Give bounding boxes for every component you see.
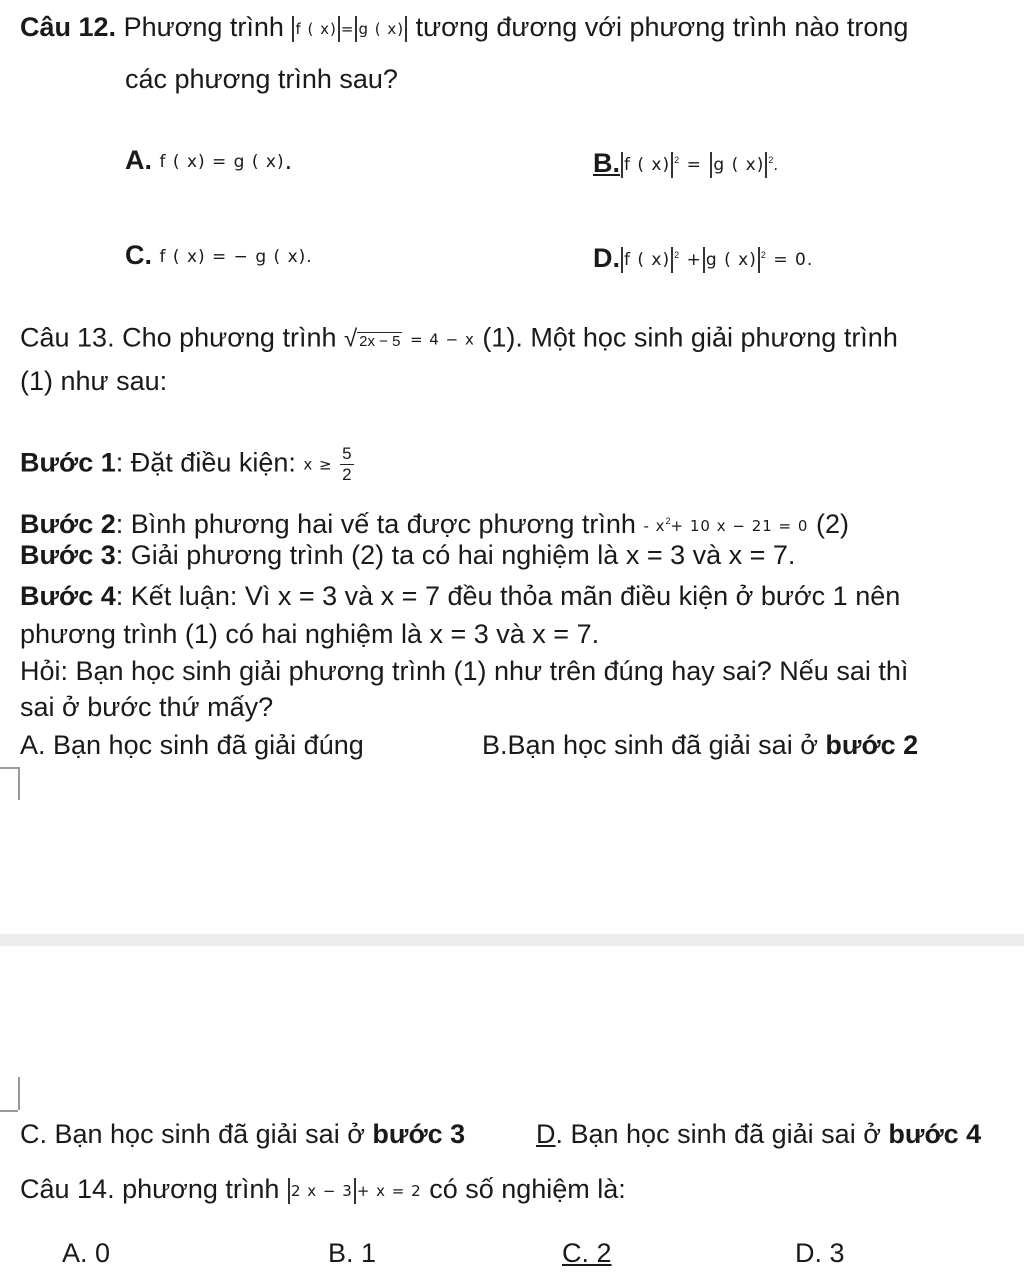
option-bold: bước 2: [825, 730, 919, 760]
step-label: Bước 1: [20, 447, 116, 478]
abs-bar-icon: [703, 247, 705, 273]
q12-option-b: [593, 143, 779, 182]
page-divider: [0, 934, 1024, 946]
q14-line1: [20, 1172, 626, 1208]
option-math: +: [686, 249, 702, 270]
option-letter: D: [536, 1119, 556, 1149]
option-math: f ( x) = g ( x): [159, 151, 285, 172]
option-math: g ( x): [713, 154, 765, 175]
q13-option-d: [536, 1117, 981, 1151]
q14-option-c: C. 2: [562, 1238, 612, 1268]
q13-line1: [20, 320, 898, 359]
q12-label: Câu 12.: [20, 12, 117, 42]
fraction: [340, 444, 353, 485]
option-text: . Bạn học sinh đã giải sai ở: [555, 1119, 889, 1149]
q13-eq-rest: = 4 − x: [409, 330, 475, 349]
abs-bar-icon: [354, 1178, 356, 1204]
option-label: C.: [125, 240, 152, 270]
fraction-den: 2: [342, 465, 352, 484]
page-corner-mark: [18, 767, 20, 800]
step-exp: 2: [665, 516, 671, 526]
option-exp: 2: [768, 155, 774, 165]
step-label: Bước 4: [20, 581, 116, 611]
abs-bar-icon: [288, 1178, 290, 1204]
abs-bar-icon: [671, 247, 673, 273]
abs-bar-icon: [621, 247, 623, 273]
option-tail: = 0.: [773, 249, 814, 270]
abs-bar-icon: [405, 16, 407, 42]
option-label: B.: [593, 148, 620, 178]
q13-question: Hỏi: Bạn học sinh giải phương trình (1) như trên đúng hay sai? Nếu sai thì: [20, 656, 909, 686]
q14-text: Câu 14. phương trình: [20, 1174, 280, 1204]
q13-option-b: [482, 728, 918, 762]
q13-question-cont: sai ở bước thứ mấy?: [20, 692, 274, 722]
option-label: D.: [593, 243, 620, 273]
q13-sqrt: [357, 320, 402, 359]
abs-bar-icon: [758, 247, 760, 273]
q13-step4-cont: phương trình (1) có hai nghiệm là x = 3 và x = 7.: [20, 619, 600, 649]
q13-step1: [20, 444, 354, 485]
q14-eq-rest: + x = 2: [356, 1181, 422, 1200]
step-text: : Kết luận: Vì x = 3 và x = 7 đều thỏa mãn điều kiện ở bước 1 nên: [115, 581, 901, 611]
option-text: B.Bạn học sinh đã giải sai ở: [482, 730, 826, 760]
step-tail: (2): [815, 509, 849, 539]
abs-bar-icon: [671, 152, 673, 178]
option-math: f ( x) = − g ( x).: [159, 246, 313, 267]
step-text: : Đặt điều kiện:: [115, 447, 296, 478]
q14-option-d: D. 3: [795, 1238, 845, 1268]
q13-intro: Câu 13. Cho phương trình: [20, 322, 337, 353]
option-tail: .: [284, 145, 293, 175]
q12-eq-left: f ( x): [295, 19, 337, 38]
step-math: x ≥: [303, 455, 333, 474]
q13-option-a: A. Bạn học sinh đã giải đúng: [20, 730, 364, 760]
option-exp: 2: [760, 250, 766, 260]
step-label: Bước 2: [20, 509, 116, 539]
page-corner-mark: [0, 767, 18, 769]
q13-line2: (1) như sau:: [20, 366, 168, 396]
option-bold: bước 3: [372, 1119, 466, 1149]
q14-text-b: có số nghiệm là:: [429, 1174, 626, 1204]
q14-option-a: A. 0: [62, 1238, 111, 1268]
option-bold: bước 4: [888, 1119, 982, 1149]
option-text: C. Bạn học sinh đã giải sai ở: [20, 1119, 373, 1149]
option-math: =: [686, 154, 702, 175]
option-math: f ( x): [624, 154, 671, 175]
q13-sqrt-arg: 2x − 5: [359, 333, 401, 350]
q12-option-a: [125, 143, 292, 179]
q14-option-b: B. 1: [328, 1238, 377, 1268]
option-math: g ( x): [705, 249, 757, 270]
q12-text-a: Phương trình: [123, 12, 284, 42]
step-label: Bước 3: [20, 540, 116, 570]
page-corner-mark: [18, 1077, 20, 1110]
option-exp: 2: [674, 250, 680, 260]
q12-option-d: [593, 238, 813, 277]
q12-line2: các phương trình sau?: [125, 64, 398, 94]
fraction-num: 5: [342, 444, 352, 463]
q12-line1: [20, 10, 908, 46]
q12-option-c: [125, 238, 313, 274]
abs-bar-icon: [338, 16, 340, 42]
q12-eq-eq: =: [340, 19, 355, 38]
option-label: A.: [125, 145, 152, 175]
step-math: - x: [643, 516, 666, 535]
step-math: + 10 x − 21 = 0: [670, 516, 809, 535]
option-math: f ( x): [624, 249, 671, 270]
option-exp: 2: [674, 155, 680, 165]
step-text: : Giải phương trình (2) ta có hai nghiệm là x = 3 và x = 7.: [115, 540, 796, 570]
sqrt-icon: √: [344, 325, 358, 353]
q12-text-b: tương đương với phương trình nào trong: [415, 12, 909, 42]
abs-bar-icon: [621, 152, 623, 178]
option-tail: .: [773, 155, 780, 174]
q12-eq-right: g ( x): [358, 19, 405, 38]
q13-intro-b: (1). Một học sinh giải phương trình: [482, 322, 898, 353]
page-corner-mark: [0, 1110, 18, 1112]
q14-abs-arg: 2 x − 3: [290, 1181, 353, 1200]
q13-option-c: [20, 1117, 465, 1151]
q13-step4: [20, 579, 900, 613]
step-text: : Bình phương hai vế ta được phương trình: [115, 509, 636, 539]
q13-step3: [20, 538, 795, 572]
